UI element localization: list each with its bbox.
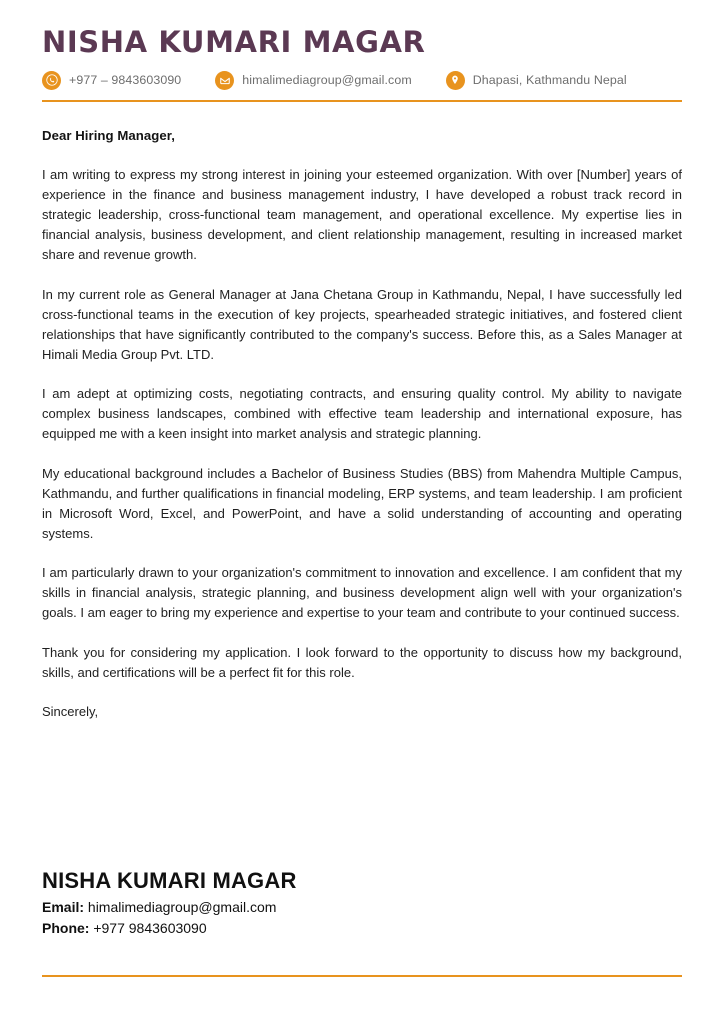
whatsapp-icon bbox=[42, 71, 61, 90]
contact-phone[interactable] bbox=[42, 71, 181, 90]
letter-paragraph: I am adept at optimizing costs, negotiating contracts, and ensuring quality control. My ability to navigate complex business landscapes, combined with effective team leadership and international exposure, has equipped me with a keen insight into market analysis and strategic planning. bbox=[42, 386, 682, 442]
contact-email-text: himalimediagroup@gmail.com bbox=[242, 73, 412, 88]
location-pin-icon bbox=[446, 71, 465, 90]
letter-paragraph: In my current role as General Manager at Jana Chetana Group in Kathmandu, Nepal, I have successfully led cross-functional teams in the execution of key projects, spearheaded strategic initiatives, and fostered client relationships that have significantly contributed to the company's success. Before this, as a Sales Manager at Himali Media Group Pvt. LTD. bbox=[42, 286, 682, 363]
signoff: Sincerely, bbox=[42, 703, 99, 719]
letter-paragraph: I am particularly drawn to your organization's commitment to innovation and excellence. I am confident that my skills in financial analysis, strategic planning, and business development align well with your organization's goals. I am eager to bring my experience and expertise to your team and contribute to your continued success. bbox=[42, 565, 682, 621]
signature-email-label: Email: bbox=[42, 899, 85, 916]
letter-paragraph: Thank you for considering my application. I look forward to the opportunity to discuss how my background, skills, and certifications will be a perfect fit for this role. bbox=[42, 644, 682, 680]
signature-phone-value: +977 9843603090 bbox=[93, 919, 207, 936]
salutation: Dear Hiring Manager, bbox=[42, 127, 175, 143]
page-title: NISHA KUMARI MAGAR bbox=[42, 25, 426, 59]
signature-name: NISHA KUMARI MAGAR bbox=[42, 868, 297, 894]
letter-paragraph: I am writing to express my strong interest in joining your esteemed organization. With over [Number] years of experience in the finance and business management industry, I have developed a robust track record in strategic leadership, cross-functional team management, and operational excellence. My expertise lies in financial analysis, business development, and client relationship management, resulting in increased market share and revenue growth. bbox=[42, 166, 682, 263]
signature-block bbox=[42, 868, 297, 938]
contact-row bbox=[42, 71, 682, 90]
email-icon bbox=[215, 71, 234, 90]
contact-phone-text: +977 – 9843603090 bbox=[69, 73, 182, 88]
signature-phone-line bbox=[42, 918, 297, 938]
signature-phone-label: Phone: bbox=[42, 919, 90, 936]
signature-email-value: himalimediagroup@gmail.com bbox=[87, 899, 277, 916]
letter-header bbox=[42, 0, 682, 102]
letter-body bbox=[42, 102, 682, 722]
contact-location-text: Dhapasi, Kathmandu Nepal bbox=[472, 73, 627, 88]
footer-divider bbox=[42, 975, 682, 977]
signature-email-line bbox=[42, 897, 297, 917]
contact-email[interactable] bbox=[215, 71, 411, 90]
letter-paragraph: My educational background includes a Bachelor of Business Studies (BBS) from Mahendra Multiple Campus, Kathmandu, and further qualifications in financial modeling, ERP systems, and team leadership. I am proficient in Microsoft Word, Excel, and PowerPoint, and have a solid understanding of accounting and operating systems. bbox=[42, 465, 682, 541]
contact-location[interactable] bbox=[446, 71, 627, 90]
